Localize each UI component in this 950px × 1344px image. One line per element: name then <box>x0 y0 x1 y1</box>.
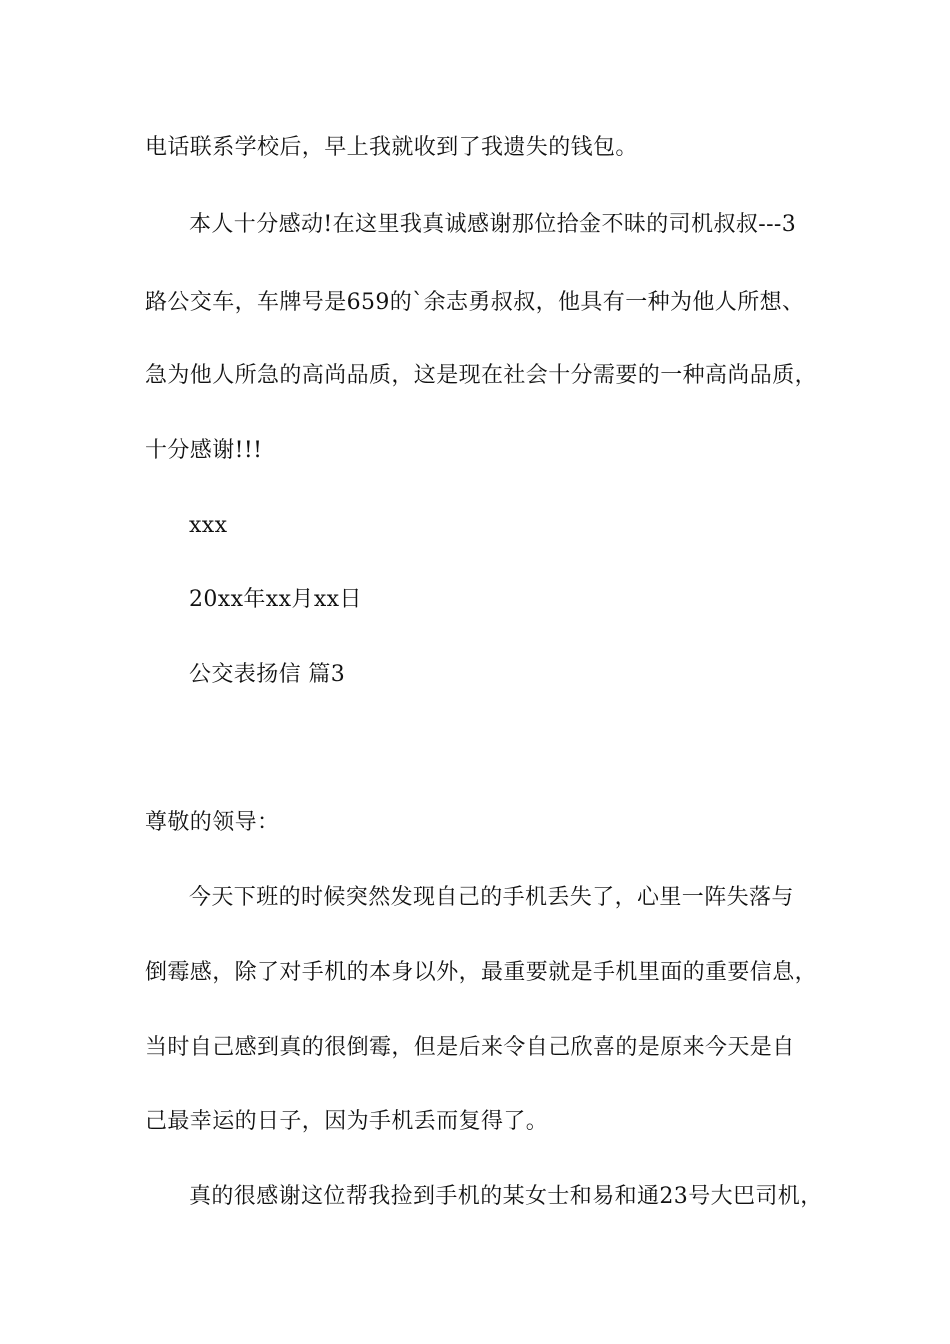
paragraph-line: 电话联系学校后，早上我就收到了我遗失的钱包。 <box>145 135 638 160</box>
paragraph-line: 当时自己感到真的很倒霉，但是后来令自己欣喜的是原来今天是自 <box>145 1035 795 1060</box>
paragraph-line: 路公交车，车牌号是659的`余志勇叔叔，他具有一种为他人所想、 <box>145 290 805 315</box>
section-heading: 公交表扬信 篇3 <box>189 662 346 687</box>
paragraph-line: 急为他人所急的高尚品质，这是现在社会十分需要的一种高尚品质， <box>145 363 818 388</box>
paragraph-line: 今天下班的时候突然发现自己的手机丢失了，心里一阵失落与 <box>189 885 794 910</box>
paragraph-line: 十分感谢!!! <box>145 438 263 463</box>
paragraph-line: 本人十分感动!在这里我真诚感谢那位拾金不昧的司机叔叔---3 <box>189 212 797 237</box>
paragraph-line: 真的很感谢这位帮我捡到手机的某女士和易和通23号大巴司机， <box>189 1184 823 1209</box>
signature-date: 20xx年xx月xx日 <box>189 587 362 612</box>
paragraph-line: 倒霉感，除了对手机的本身以外，最重要就是手机里面的重要信息， <box>145 960 818 985</box>
salutation: 尊敬的领导： <box>145 810 280 835</box>
signature-name: xxx <box>189 513 228 538</box>
paragraph-line: 己最幸运的日子，因为手机丢而复得了。 <box>145 1109 549 1134</box>
